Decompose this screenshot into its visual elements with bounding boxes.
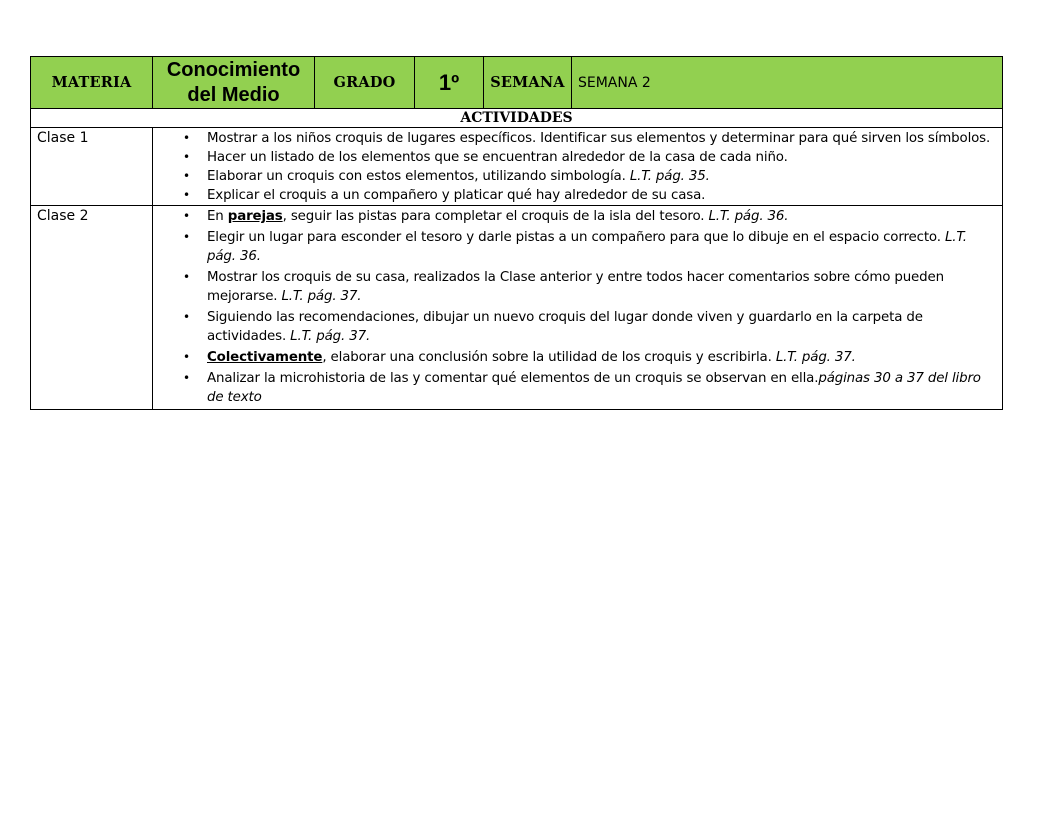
semana-label: SEMANA — [484, 57, 572, 109]
clase1-list — [153, 128, 1002, 205]
bullet-icon: • — [183, 371, 190, 385]
activity-reference: L.T. pág. 37. — [290, 329, 371, 344]
activity-text: Elegir un lugar para esconder el tesoro y darle pistas a un compañero para que lo dibuje en el espacio correcto. — [207, 230, 945, 245]
bullet-icon: • — [183, 150, 190, 164]
activity-emphasis: Colectivamente — [207, 350, 323, 365]
bullet-icon: • — [183, 270, 190, 284]
activity-text: Elaborar un croquis con estos elementos, utilizando simbología. — [207, 169, 630, 184]
clase1-activities — [153, 128, 1003, 206]
bullet-icon: • — [183, 209, 190, 223]
activity-text: y comentar qué elementos de un croquis se observan en ella. — [412, 371, 819, 386]
activity-text: , seguir las pistas para completar el croquis de la isla del tesoro. — [282, 209, 709, 224]
activity-text: Explicar el croquis a un compañero y platicar qué hay alrededor de su casa. — [207, 188, 706, 203]
materia-value — [153, 57, 315, 109]
bullet-icon: • — [183, 131, 190, 145]
activity-text: Analizar la microhistoria de las — [207, 371, 413, 386]
activity-text: En — [207, 209, 228, 224]
activity-item — [183, 348, 996, 367]
materia-value-line2: del Medio — [187, 83, 280, 106]
activity-item — [183, 207, 996, 226]
activity-text: Mostrar los croquis de su casa, realizados la Clase anterior y entre todos hacer comentarios sobre cómo pueden mejorarse. — [207, 270, 944, 304]
activity-item — [183, 369, 996, 407]
activity-reference: L.T. pág. 37. — [281, 289, 362, 304]
activity-item — [183, 228, 996, 266]
grado-label: GRADO — [315, 57, 415, 109]
activity-item — [183, 308, 996, 346]
actividades-row — [31, 109, 1003, 128]
activity-text: , elaborar una conclusión sobre la utilidad de los croquis y escribirla. — [322, 350, 776, 365]
activity-item — [183, 186, 996, 205]
activity-text: Hacer un listado de los elementos que se encuentran alrededor de la casa de cada niño. — [207, 150, 788, 165]
clase2-label: Clase 2 — [31, 206, 153, 410]
activity-text: Mostrar a los niños croquis de lugares específicos. Identificar sus elementos y determinar para qué sirven los símbolos. — [207, 131, 991, 146]
activity-reference: páginas 30 a 37 del libro de texto — [207, 371, 981, 405]
activity-text: Siguiendo las recomendaciones, dibujar un nuevo croquis del lugar donde viven y guardarlo en la carpeta de actividades. — [207, 310, 923, 344]
actividades-title: ACTIVIDADES — [31, 109, 1003, 128]
activity-reference: L.T. pág. 36. — [708, 209, 789, 224]
activity-reference: L.T. pág. 37. — [775, 350, 856, 365]
clase2-list — [153, 206, 1002, 407]
clase2-activities — [153, 206, 1003, 410]
activity-item — [183, 268, 996, 306]
clase2-row — [31, 206, 1003, 410]
bullet-icon: • — [183, 188, 190, 202]
semana-value: SEMANA 2 — [572, 57, 1003, 109]
bullet-icon: • — [183, 230, 190, 244]
header-row — [31, 57, 1003, 109]
activity-item — [183, 148, 996, 167]
clase1-row — [31, 128, 1003, 206]
bullet-icon: • — [183, 169, 190, 183]
bullet-icon: • — [183, 350, 190, 364]
activity-item — [183, 167, 996, 186]
planning-sheet — [30, 56, 1002, 410]
materia-label: MATERIA — [31, 57, 153, 109]
planning-table — [30, 56, 1003, 410]
grado-value: 1º — [415, 57, 484, 109]
bullet-icon: • — [183, 310, 190, 324]
activity-item — [183, 129, 996, 148]
materia-value-line1: Conocimiento — [166, 58, 301, 81]
clase1-label: Clase 1 — [31, 128, 153, 206]
activity-reference: L.T. pág. 36. — [207, 230, 967, 264]
activity-emphasis: parejas — [227, 209, 283, 224]
activity-reference: L.T. pág. 35. — [629, 169, 710, 184]
